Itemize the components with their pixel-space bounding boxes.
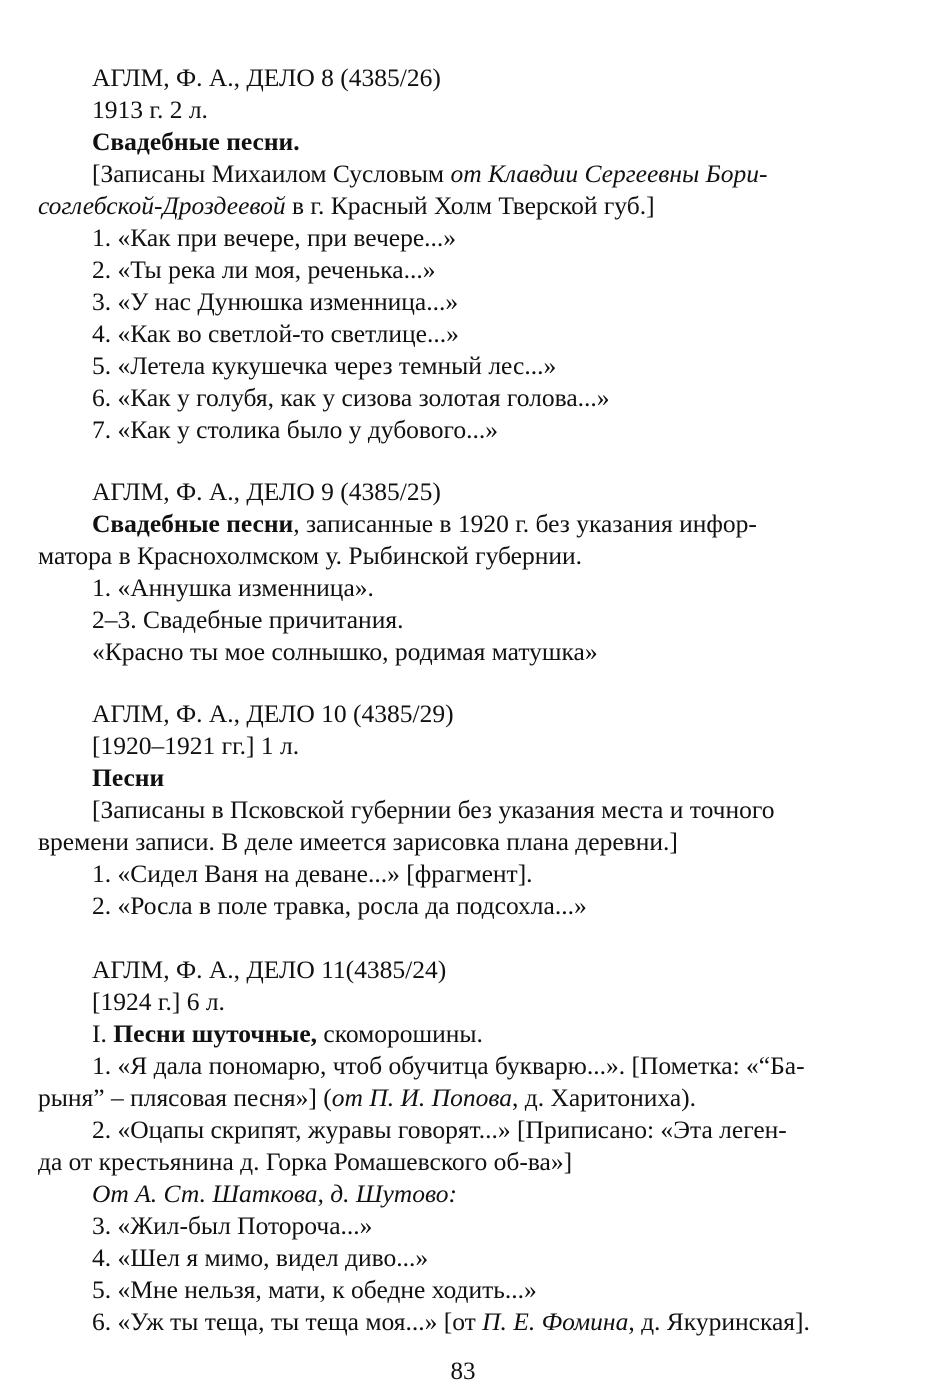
list-item: 6. «Как у голубя, как у сизова золотая голова...» bbox=[92, 383, 610, 412]
list-item: 1. «Сидел Ваня на деване...» [фрагмент]. bbox=[92, 859, 533, 888]
delo8-heading: АГЛМ, Ф. А., ДЕЛО 8 (4385/26) bbox=[92, 63, 441, 92]
delo11-section-title: Песни шуточные, bbox=[113, 1019, 318, 1048]
list-item: 1. «Аннушка изменница». bbox=[92, 573, 374, 602]
delo9-desc1: , записанные в 1920 г. без указания инфор- bbox=[293, 509, 757, 538]
delo11-item1-pre: рыня” – плясовая песня»] ( bbox=[38, 1083, 332, 1112]
delo8-note-pre: [Записаны Михаилом Сусловым bbox=[92, 159, 451, 188]
list-item: 2. «Росла в поле травка, росла да подсохла...» bbox=[92, 891, 587, 920]
list-item: 7. «Как у столика было у дубового...» bbox=[92, 415, 498, 444]
delo11-item6-pre: 6. «Уж ты теща, ты теща моя...» [от bbox=[92, 1307, 483, 1336]
list-item: 2. «Ты река ли моя, реченька...» bbox=[92, 255, 436, 284]
delo8-note-line2 bbox=[38, 190, 655, 222]
delo8-note-informant-cont: соглебской-Дроздеевой bbox=[38, 191, 286, 220]
list-item: 5. «Летела кукушечка через темный лес...» bbox=[92, 351, 557, 380]
list-item: 3. «Жил-был Поторочa...» bbox=[92, 1211, 373, 1240]
delo9-title: Свадебные песни bbox=[92, 509, 294, 538]
delo8-note-post: в г. Красный Холм Тверской губ.] bbox=[285, 191, 655, 220]
delo11-item6-post: , д. Якуринская]. bbox=[628, 1307, 810, 1336]
delo11-date: [1924 г.] 6 л. bbox=[92, 987, 225, 1016]
list-item: «Красно ты мое солнышко, родимая матушка» bbox=[92, 637, 598, 666]
delo11-item1-line2 bbox=[38, 1082, 696, 1114]
delo11-item6-informant: П. Е. Фомина bbox=[482, 1307, 629, 1336]
delo10-date: [1920–1921 гг.] 1 л. bbox=[92, 731, 300, 760]
list-item: 4. «Шел я мимо, видел диво...» bbox=[92, 1243, 429, 1272]
delo8-note-informant: от Клавдии Сергеевны Бори- bbox=[450, 159, 768, 188]
list-item: 5. «Мне нельзя, мати, к обедне ходить...» bbox=[92, 1275, 537, 1304]
delo11-item1-informant: от П. И. Попова bbox=[331, 1083, 512, 1112]
delo11-section-num: I. bbox=[92, 1019, 114, 1048]
delo8-date: 1913 г. 2 л. bbox=[92, 95, 208, 124]
delo11-informant: От А. Ст. Шаткова, д. Шутово: bbox=[92, 1179, 457, 1208]
delo11-item1-post: , д. Харитониха). bbox=[511, 1083, 697, 1112]
delo8-title: Свадебные песни. bbox=[92, 127, 300, 156]
delo9-desc-line1 bbox=[92, 508, 757, 540]
delo11-item6 bbox=[92, 1306, 810, 1338]
delo10-note-line1: [Записаны в Псковской губернии без указания места и точного bbox=[92, 795, 775, 824]
list-item: 3. «У нас Дунюшка изменница...» bbox=[92, 287, 459, 316]
list-item: 2–3. Свадебные причитания. bbox=[92, 605, 404, 634]
delo11-section bbox=[92, 1018, 483, 1050]
delo9-desc-line2: матора в Краснохолмском у. Рыбинской губернии. bbox=[38, 541, 583, 570]
delo9-heading: АГЛМ, Ф. А., ДЕЛО 9 (4385/25) bbox=[92, 477, 441, 506]
delo11-item1-line1: 1. «Я дала пономарю, чтоб обучитца букварю...». [Пометка: «“Ба- bbox=[92, 1051, 805, 1080]
delo10-title: Песни bbox=[92, 763, 165, 792]
page-number: 83 bbox=[450, 1358, 476, 1385]
delo10-note-line2: времени записи. В деле имеется зарисовка плана деревни.] bbox=[38, 827, 678, 856]
delo11-heading: АГЛМ, Ф. А., ДЕЛО 11(4385/24) bbox=[92, 955, 447, 984]
delo10-heading: АГЛМ, Ф. А., ДЕЛО 10 (4385/29) bbox=[92, 699, 454, 728]
list-item: 1. «Как при вечере, при вечере...» bbox=[92, 223, 457, 252]
delo8-note-line1 bbox=[92, 158, 767, 190]
delo11-item2-line2: да от крестьянина д. Горка Ромашевского об-ва»] bbox=[38, 1147, 573, 1176]
list-item: 4. «Как во светлой-то светлице...» bbox=[92, 319, 459, 348]
delo11-item2-line1: 2. «Оцапы скрипят, журавы говорят...» [Приписано: «Эта леген- bbox=[92, 1115, 787, 1144]
delo11-section-rest: скоморошины. bbox=[317, 1019, 483, 1048]
